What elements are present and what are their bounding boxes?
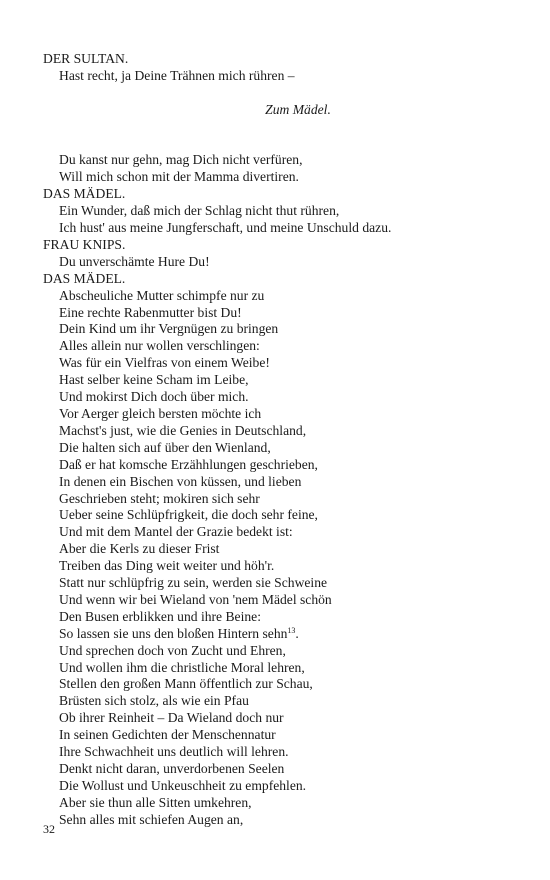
verse-line: Aber die Kerls zu dieser Frist [59,541,220,557]
verse-line: Hast recht, ja Deine Trähnen mich rühren – [59,67,295,83]
spacer [43,136,513,153]
verse-line: In seinen Gedichten der Menschennatur [59,727,276,743]
verse-line: Ein Wunder, daß mich der Schlag nicht thut rühren, [59,203,340,219]
verse-line: Ueber seine Schlüpfrigkeit, die doch sehr feine, [59,507,318,523]
verse-line: Und mokirst Dich doch über mich. [59,389,249,405]
verse-line: Geschrieben steht; mokiren sich sehr [59,490,260,506]
verse-line: Und wollen ihm die christliche Moral lehren, [59,659,305,675]
verse-line: Ich hust' aus meine Jungferschaft, und meine Unschuld dazu. [59,220,392,236]
stage-direction: Zum Mädel. [265,101,331,117]
verse-line: In denen ein Bischen von küssen, und lieben [59,473,302,489]
verse-line: Die Wollust und Unkeuschheit zu empfehlen. [59,777,307,793]
verse-line: Brüsten sich stolz, als wie ein Pfau [59,693,249,709]
verse-line: Den Busen erblikken und ihre Beine: [59,608,261,624]
verse-line: Alles allein nur wollen verschlingen: [59,338,260,354]
verse-line-footnoted [43,626,513,643]
verse-line: Was für ein Vielfras von einem Weibe! [59,355,270,371]
verse-line: Und wenn wir bei Wieland von 'nem Mädel schön [59,591,332,607]
verse-line: Stellen den großen Mann öffentlich zur Schau, [59,676,313,692]
speaker-name: DAS MÄDEL. [43,186,126,202]
spacer [43,119,513,136]
verse-line: Sehn alles mit schiefen Augen an, [59,811,244,827]
footnote-mark[interactable]: 13 [287,625,296,635]
speaker-name: DER SULTAN. [43,51,129,66]
verse-line: Und mit dem Mantel der Grazie bedekt ist: [59,524,293,540]
verse-line: Vor Aerger gleich bersten möchte ich [59,405,262,421]
verse-line: Du unverschämte Hure Du! [59,253,210,269]
verse-line: Abscheuliche Mutter schimpfe nur zu [59,287,265,303]
verse-line: Ihre Schwachheit uns deutlich will lehren. [59,744,289,760]
speaker-name: DAS MÄDEL. [43,270,126,286]
verse-line: Daß er hat komsche Erzähhlungen geschrieben, [59,456,318,472]
verse-punctuation: . [295,625,299,641]
verse-line: Und sprechen doch von Zucht und Ehren, [59,642,286,658]
verse-line: Hast selber keine Scham im Leibe, [59,372,249,388]
play-text [43,51,513,829]
verse-line: Ob ihrer Reinheit – Da Wieland doch nur [59,710,284,726]
verse-line: Treiben das Ding weit weiter und höh'r. [59,558,275,574]
speaker-name: FRAU KNIPS. [43,236,126,252]
page-number: 32 [43,822,55,836]
verse-line: Will mich schon mit der Mamma divertiren. [59,169,299,185]
verse-line: Machst's just, wie die Genies in Deutschland, [59,422,307,438]
verse-text: So lassen sie uns den bloßen Hintern sehn [59,625,288,641]
verse-line: Denkt nicht daran, unverdorbenen Seelen [59,761,285,777]
verse-line: Dein Kind um ihr Vergnügen zu bringen [59,321,279,337]
verse-line: Eine rechte Rabenmutter bist Du! [59,304,242,320]
spacer [43,85,513,102]
verse-line: Die halten sich auf über den Wienland, [59,439,271,455]
verse-line: Statt nur schlüpfrig zu sein, werden sie Schweine [59,575,328,591]
verse-line: Du kanst nur gehn, mag Dich nicht verfüren, [59,152,303,168]
verse-line: Aber sie thun alle Sitten umkehren, [59,794,252,810]
